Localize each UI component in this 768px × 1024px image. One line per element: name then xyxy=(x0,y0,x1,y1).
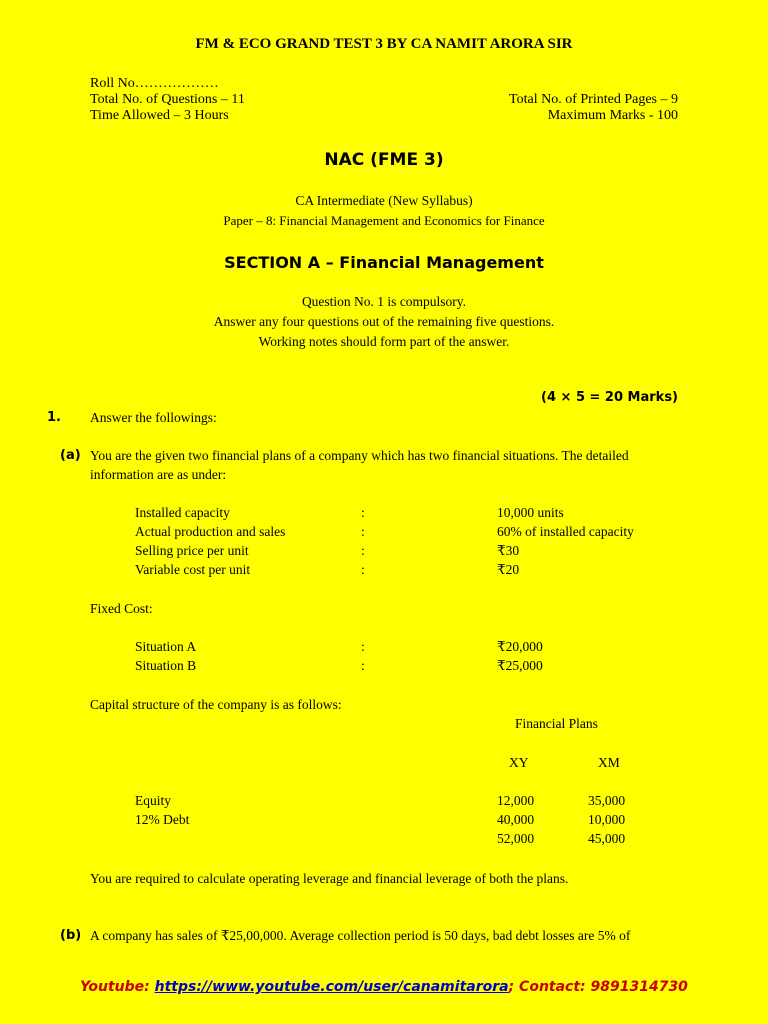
total-questions: Total No. of Questions – 11 xyxy=(90,92,245,107)
instruction-3: Working notes should form part of the answer. xyxy=(258,334,510,349)
fixed-cost-value: ₹20,000 xyxy=(497,639,543,654)
capital-row-xm: 10,000 xyxy=(588,812,626,827)
fixed-cost-sep: : xyxy=(361,658,365,673)
sub-question-a-text-cont: information are as under: xyxy=(90,467,227,482)
paper-line: Paper – 8: Financial Management and Economics for Finance xyxy=(223,213,545,228)
detail-sep: : xyxy=(361,543,365,558)
detail-value: ₹30 xyxy=(497,543,520,558)
question-number: 1. xyxy=(47,410,61,425)
marks-allocation: (4 × 5 = 20 Marks) xyxy=(541,390,678,405)
sub-question-b-text: A company has sales of ₹25,00,000. Average collection period is 50 days, bad debt losses are 5% of xyxy=(90,928,631,943)
capital-total-xm: 45,000 xyxy=(588,831,626,846)
instruction-1: Question No. 1 is compulsory. xyxy=(301,294,467,309)
sub-question-a-text: You are the given two financial plans of a company which has two financial situations. The detailed xyxy=(90,448,629,463)
detail-value: 10,000 units xyxy=(497,505,564,520)
plan-xm-header: XM xyxy=(598,755,620,770)
printed-pages: Total No. of Printed Pages – 9 xyxy=(509,92,678,107)
fixed-cost-heading: Fixed Cost: xyxy=(90,601,153,616)
fixed-cost-label: Situation A xyxy=(135,639,197,654)
plan-xy-header: XY xyxy=(509,755,529,770)
youtube-link[interactable]: https://www.youtube.com/user/canamitarora xyxy=(154,979,509,995)
detail-sep: : xyxy=(361,562,365,577)
capital-row-label: Equity xyxy=(135,793,171,808)
youtube-label: Youtube: xyxy=(80,979,155,995)
detail-label: Actual production and sales xyxy=(135,524,286,539)
question-heading: Answer the followings: xyxy=(90,410,217,425)
fixed-cost-label: Situation B xyxy=(135,658,197,673)
course-line: CA Intermediate (New Syllabus) xyxy=(295,193,473,208)
capital-row-xy: 12,000 xyxy=(497,793,535,808)
capital-row-xy: 40,000 xyxy=(497,812,535,827)
detail-label: Variable cost per unit xyxy=(135,562,251,577)
sub-question-b-label: (b) xyxy=(60,928,82,943)
max-marks: Maximum Marks - 100 xyxy=(547,108,678,123)
contact-info: ; Contact: 9891314730 xyxy=(508,979,688,995)
capital-structure-heading: Capital structure of the company is as follows: xyxy=(90,697,342,712)
fixed-cost-value: ₹25,000 xyxy=(497,658,543,673)
detail-value: 60% of installed capacity xyxy=(497,524,634,539)
detail-value: ₹20 xyxy=(497,562,520,577)
detail-sep: : xyxy=(361,524,365,539)
instruction-2: Answer any four questions out of the remaining five questions. xyxy=(213,314,555,329)
capital-row-label: 12% Debt xyxy=(135,812,190,827)
roll-no: Roll No……………… xyxy=(90,76,219,91)
footer xyxy=(0,979,768,995)
fixed-cost-sep: : xyxy=(361,639,365,654)
financial-plans-heading: Financial Plans xyxy=(515,716,598,731)
requirement-text: You are required to calculate operating leverage and financial leverage of both the plans. xyxy=(90,871,569,886)
sub-question-a-label: (a) xyxy=(60,448,81,463)
section-title: SECTION A – Financial Management xyxy=(224,253,544,272)
detail-label: Selling price per unit xyxy=(135,543,249,558)
detail-sep: : xyxy=(361,505,365,520)
capital-row-xm: 35,000 xyxy=(588,793,626,808)
detail-label: Installed capacity xyxy=(135,505,230,520)
time-allowed: Time Allowed – 3 Hours xyxy=(90,108,229,123)
document-header: FM & ECO GRAND TEST 3 BY CA NAMIT ARORA SIR xyxy=(195,36,573,52)
capital-total-xy: 52,000 xyxy=(497,831,535,846)
nac-title: NAC (FME 3) xyxy=(324,150,444,170)
